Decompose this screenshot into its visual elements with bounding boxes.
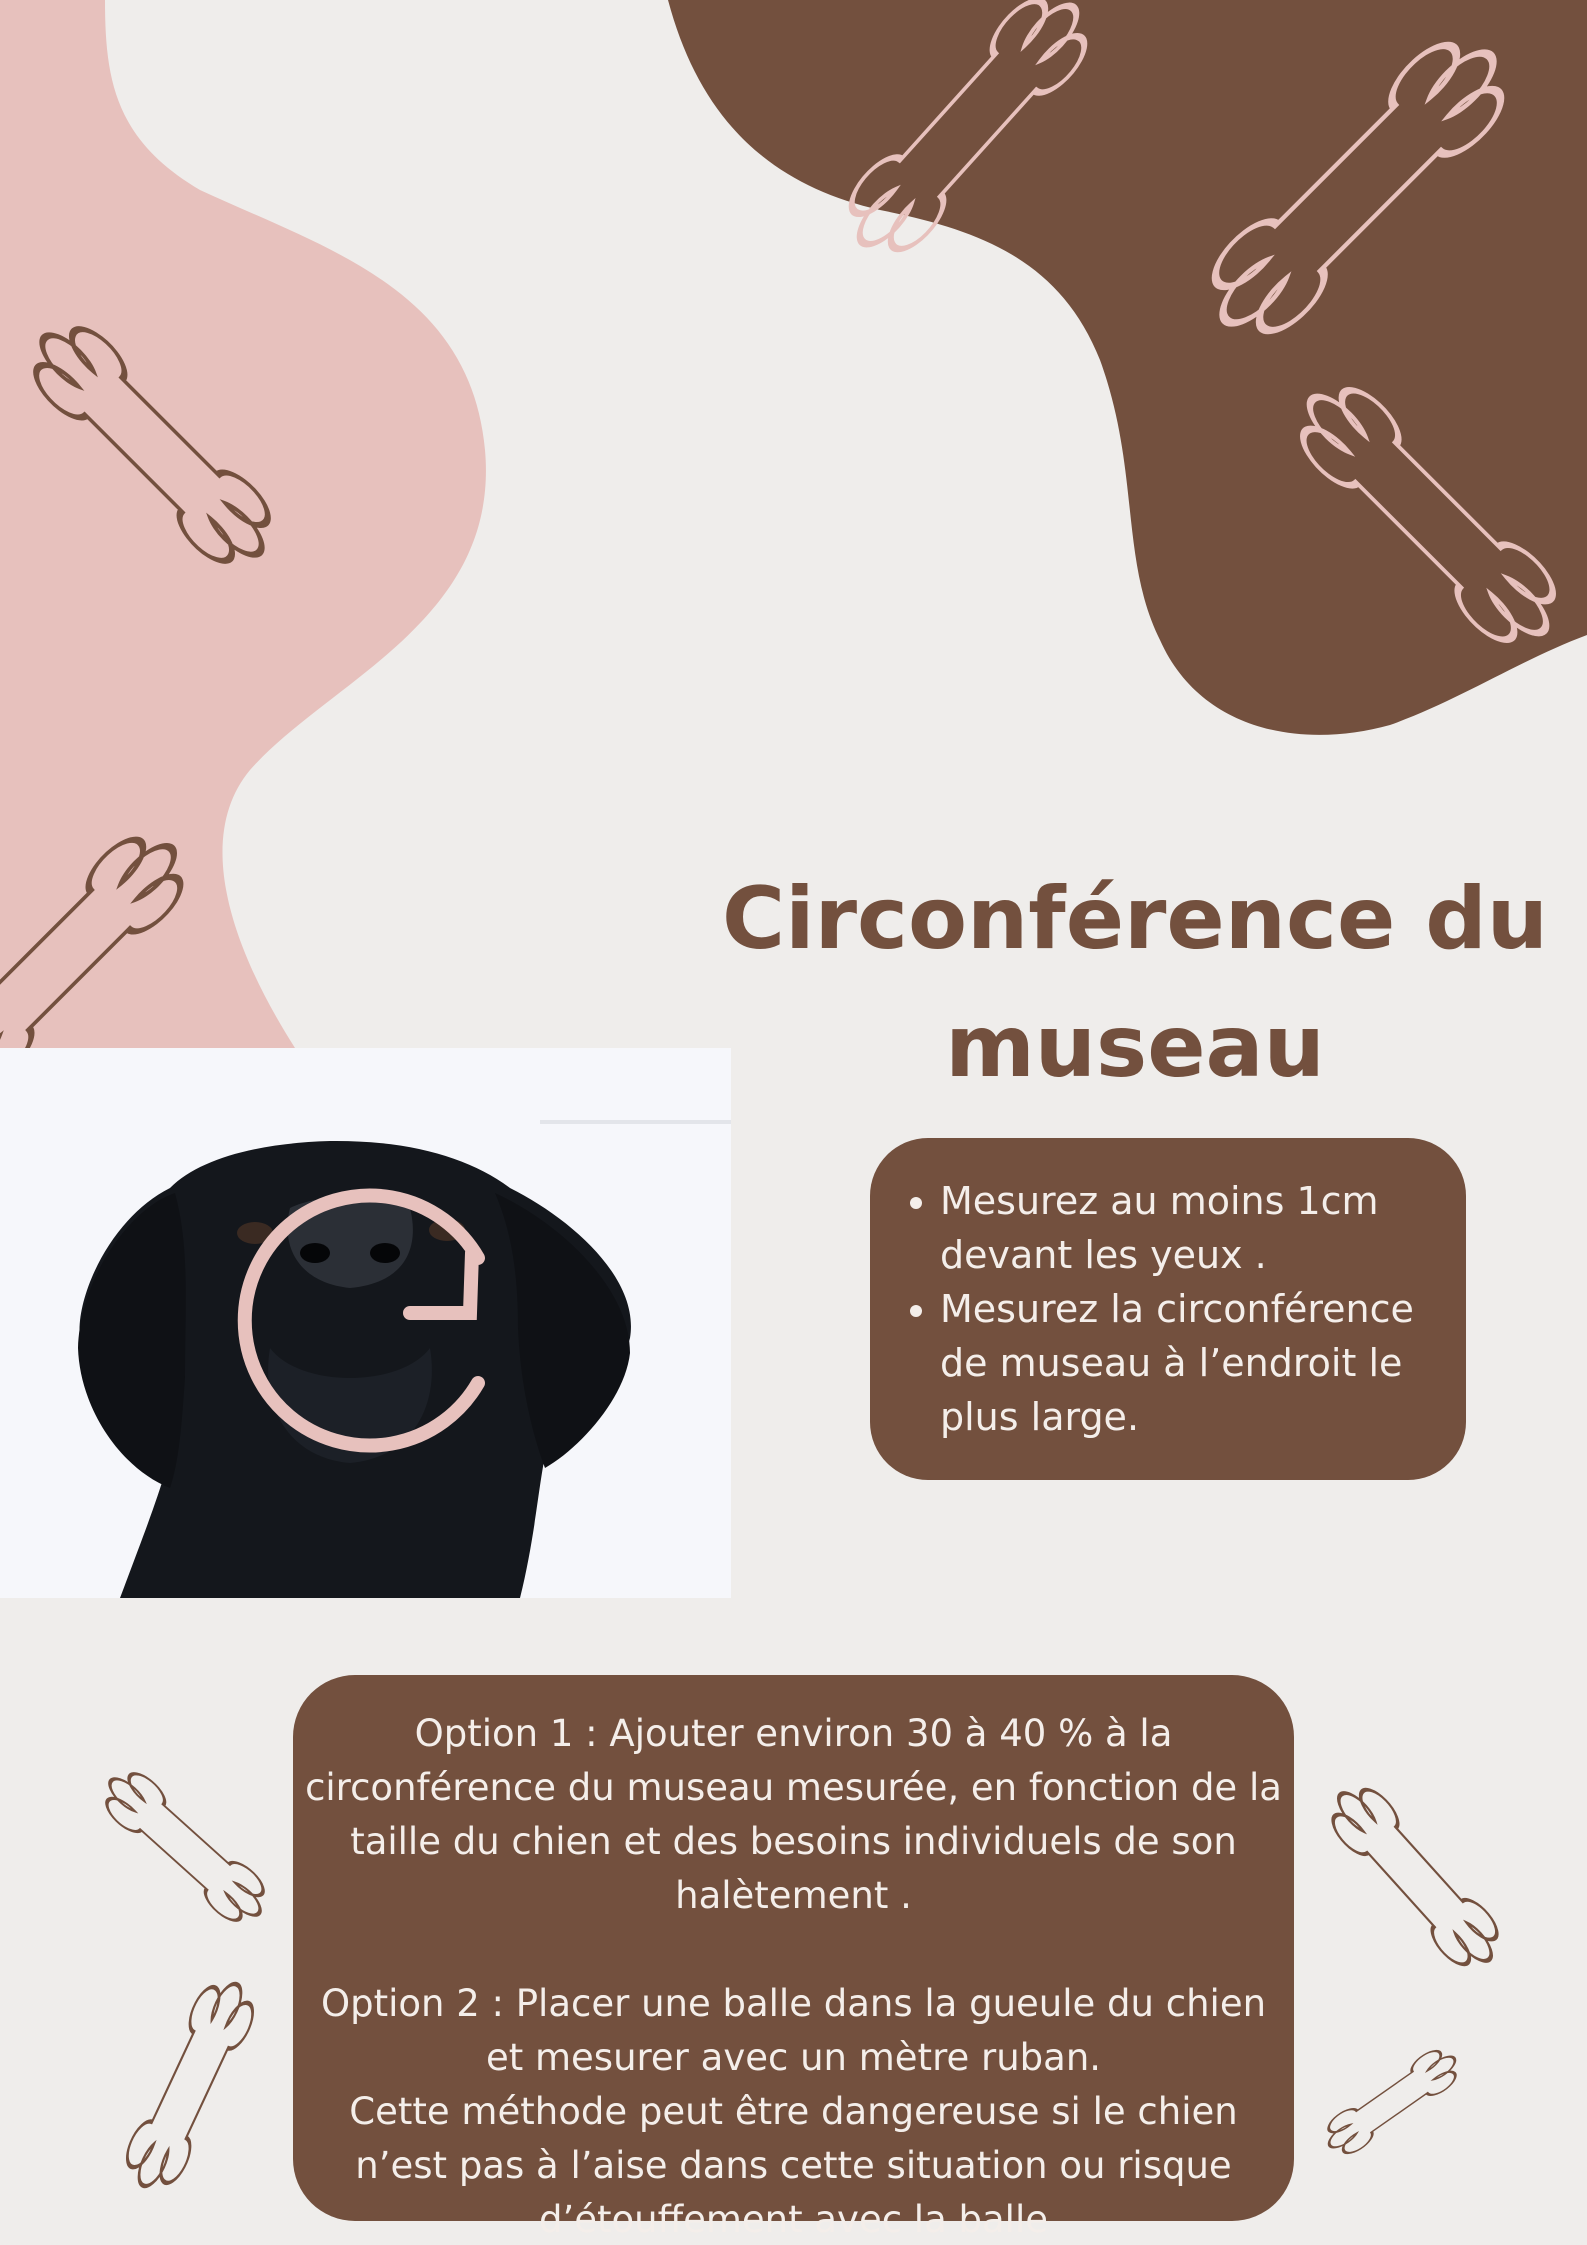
bone-icon [1318,2042,1466,2162]
tip-item: • Mesurez au moins 1cm devant les yeux . [940,1174,1446,1282]
brown-blob [668,0,1587,735]
option-1-text: Option 1 : Ajouter environ 30 à 40 % à la circonférence du museau mesurée, en fonction de la taille du chien et des besoins individuels de son halètement . [305,1712,1282,1917]
options-box [293,1675,1294,2241]
bone-icon [1319,1775,1511,1980]
spacer [303,1923,1284,1977]
warning-text: Cette méthode peut être dangereuse si le chien n’est pas à l’aise dans cette situation ou risque d’étouffement avec la balle [349,2090,1238,2241]
dog-photo [0,1048,731,1598]
bone-icon [116,1972,263,2198]
pink-blob [0,0,486,1048]
bone-icon [94,1761,277,1933]
page-title: Circonférence du museau [721,869,1549,1097]
tip-item: • Mesurez la circonférence de museau à l’endroit le plus large. [940,1282,1446,1444]
tips-box [870,1138,1466,1480]
option-2-text: Option 2 : Placer une balle dans la gueule du chien et mesurer avec un mètre ruban. [320,1982,1267,2079]
tips-list [910,1174,1446,1444]
